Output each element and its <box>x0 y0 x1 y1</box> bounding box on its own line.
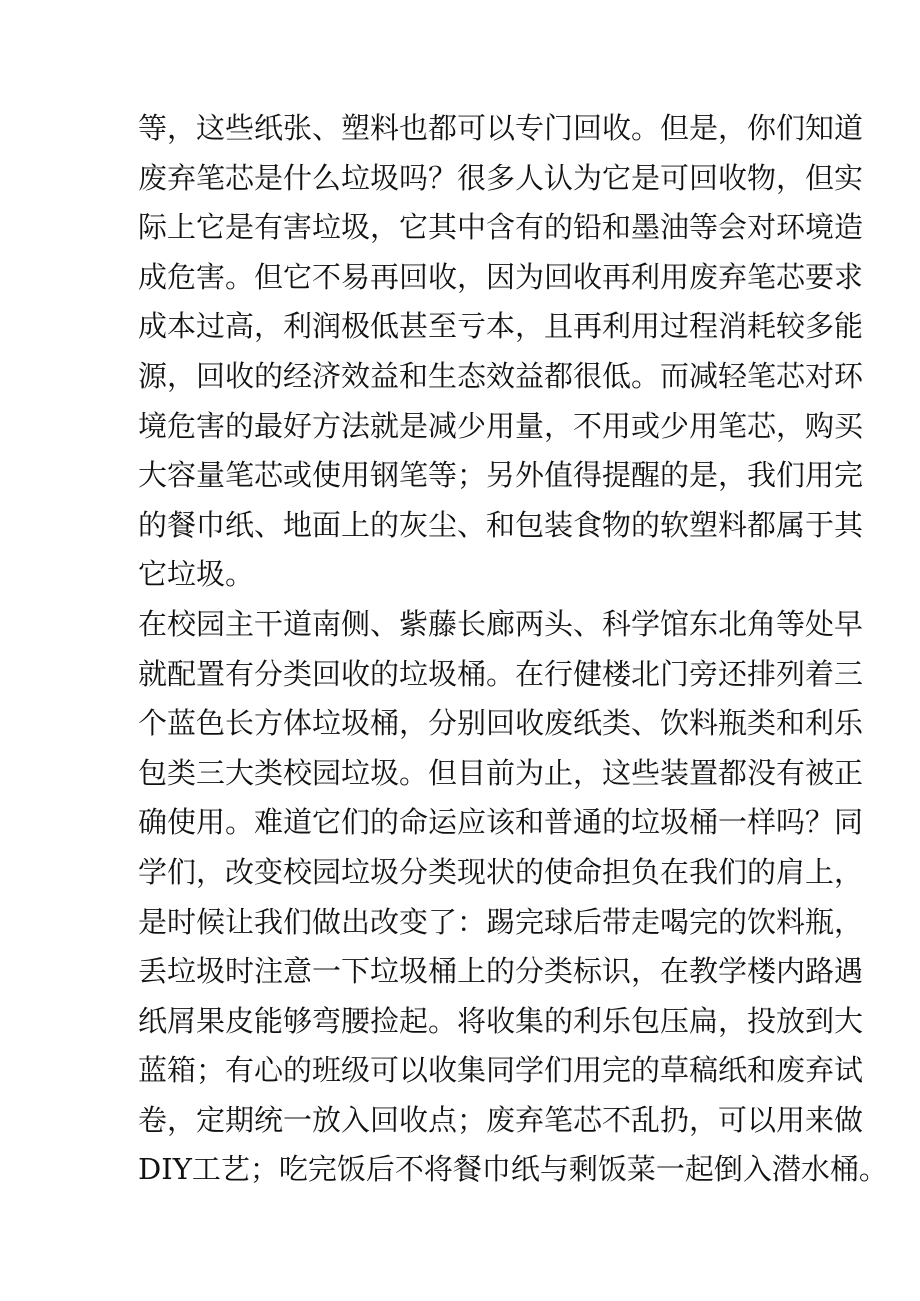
text-line: 蓝箱；有心的班级可以收集同学们用完的草稿纸和废弃试 <box>138 1053 864 1088</box>
text-line: 学们，改变校园垃圾分类现状的使命担负在我们的肩上， <box>138 854 864 889</box>
text-line: 废弃笔芯是什么垃圾吗？很多人认为它是可回收物，但实 <box>138 160 864 195</box>
text-line: 源，回收的经济效益和生态效益都很低。而减轻笔芯对环 <box>138 358 864 393</box>
text-line: 在校园主干道南侧、紫藤长廊两头、科学馆东北角等处早 <box>138 606 864 641</box>
text-line: 成本过高，利润极低甚至亏本，且再利用过程消耗较多能 <box>138 309 864 344</box>
text-line: 成危害。但它不易再回收，因为回收再利用废弃笔芯要求 <box>138 259 864 294</box>
text-line: 的餐巾纸、地面上的灰尘、和包装食物的软塑料都属于其 <box>138 507 864 542</box>
text-line: 等，这些纸张、塑料也都可以专门回收。但是，你们知道 <box>138 111 864 145</box>
document-body <box>138 104 888 1195</box>
text-line: 卷，定期统一放入回收点；废弃笔芯不乱扔，可以用来做 <box>138 1102 864 1137</box>
text-line: 是时候让我们做出改变了：踢完球后带走喝完的饮料瓶， <box>138 904 864 939</box>
paragraph-2 <box>138 600 888 1195</box>
text-line: 包类三大类校园垃圾。但目前为止，这些装置都没有被正 <box>138 755 864 790</box>
text-line: DIY工艺；吃完饭后不将餐巾纸与剩饭菜一起倒入潜水桶。 <box>138 1152 888 1187</box>
text-line: 就配置有分类回收的垃圾桶。在行健楼北门旁还排列着三 <box>138 656 864 691</box>
text-line: 确使用。难道它们的命运应该和普通的垃圾桶一样吗？同 <box>138 805 864 840</box>
paragraph-1 <box>138 104 864 600</box>
text-line: 境危害的最好方法就是减少用量，不用或少用笔芯，购买 <box>138 408 864 443</box>
text-line: 丢垃圾时注意一下垃圾桶上的分类标识，在教学楼内路遇 <box>138 954 864 989</box>
text-line: 纸屑果皮能够弯腰捡起。将收集的利乐包压扁，投放到大 <box>138 1003 864 1038</box>
text-line: 际上它是有害垃圾，它其中含有的铅和墨油等会对环境造 <box>138 210 864 245</box>
text-line: 它垃圾。 <box>138 557 255 592</box>
text-line: 个蓝色长方体垃圾桶，分别回收废纸类、饮料瓶类和利乐 <box>138 706 864 741</box>
text-line: 大容量笔芯或使用钢笔等；另外值得提醒的是，我们用完 <box>138 458 864 493</box>
